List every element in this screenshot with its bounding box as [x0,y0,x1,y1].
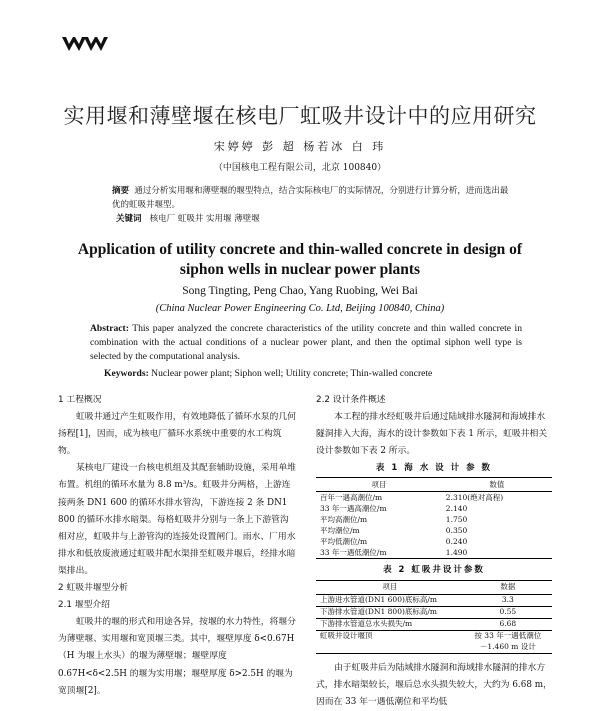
table-row [316,525,552,536]
table-2 [316,580,552,654]
paragraph: 某核电厂建设一台核电机组及其配套辅助设施，采用单堆布置。机组的循环水量为 8.8 m³/s。虹吸井分两格，上游连接两条 DN1 600 的循环水排水管沟，下游连接 2 条 DN1 800 的循环水排水暗渠。每格虹吸井分别与一条上下游管沟相对应，虹吸井与上游管沟的连接处设置闸门。雨水、厂用水排水和低放废液通过虹吸井配水渠排至虹吸井堰后，经排水暗渠排出。 [58,463,296,576]
chinese-keywords [116,212,260,224]
chinese-abstract-label: 摘要 [112,186,130,196]
table-cell: 平均潮位/m [320,525,360,535]
table-cell [316,642,464,654]
table-row [316,630,552,642]
english-affiliation: (China Nuclear Power Engineering Co. Ltd, Beijing 100840, China) [155,303,445,314]
left-column [58,392,296,700]
table-cell: 按 33 年一遇低潮位 [474,631,542,641]
table-cell: 平均高潮位/m [320,514,368,524]
table-cell: 1.750 [445,514,468,524]
chinese-title: 实用堰和薄壁堰在核电厂虹吸井设计中的应用研究 [63,104,537,128]
table-1-caption: 表 1 海 水 设 计 参 数 [375,463,493,474]
right-column [316,392,552,711]
table-cell: 2.310(绝对高程) [445,492,504,502]
english-abstract-label: Abstract: [90,323,129,334]
table-cell: 百年一遇高潮位/m [320,492,383,502]
english-keywords-text: Nuclear power plant; Siphon well; Utility concrete; Thin-walled concrete [151,368,433,379]
table-cell: －1.460 m 设计 [464,642,552,654]
paragraph: 虹吸井通过产生虹吸作用，有效地降低了循环水泵的几何扬程[1]，因而，成为核电厂循环水系统中重要的水工构筑物。 [58,412,296,457]
table-header: 项目 [316,478,442,492]
table-header: 项目 [316,580,464,594]
section-2-2-heading: 2.2 设计条件概述 [316,395,386,405]
paragraph: 由于虹吸井后为陆域排水隧洞和海域排水隧洞的排水方式，排水暗渠较长，堰后总水头损失较大，大约为 6.68 m，因而在 33 年一遇低潮位和平均低 [316,662,552,707]
chinese-abstract-text: 通过分析实用堰和薄壁堰的堰型特点，结合实际核电厂的实际情况，分别进行计算分析，进而选出最优的虹吸井堰型。 [112,186,509,210]
paragraph: 虹吸井的堰的形式和用途各异，按堰的水力特性，将堰分为薄壁堰、实用堰和宽顶堰三类。其中，堰壁厚度 δ<0.67H（H 为堰上水头）的堰为薄壁堰；堰壁厚度 0.67H<δ<2.5H 的堰为实用堰；堰壁厚度 δ>2.5H 的堰为宽顶堰[2]。 [58,617,296,696]
journal-logo [62,36,108,56]
chinese-keywords-text: 核电厂 虹吸井 实用堰 薄壁堰 [149,214,260,224]
section-2-1-heading: 2.1 堰型介绍 [58,600,110,611]
table-row [316,642,552,654]
chinese-abstract [112,184,512,212]
table-row [316,514,552,525]
table-cell: 2.140 [445,503,468,513]
table-row [316,492,552,504]
table-cell: 3.3 [464,594,552,606]
table-header: 数值 [442,478,552,492]
table-cell: 33 年一遇低潮位/m [320,547,387,557]
english-authors: Song Tingting, Peng Chao, Yang Ruobing, Wei Bai [182,285,418,297]
table-cell: 虹吸井设计堰顶 [320,631,373,641]
english-title: Application of utility concrete and thin-walled concrete in design of siphon wells in nuclear power plants [77,241,523,278]
section-2-heading: 2 虹吸井堰型分析 [58,583,128,594]
table-row [316,606,552,618]
paragraph: 本工程的排水经虹吸井后通过陆域排水隧洞和海域排水隧洞排入大海，海水的设计参数如下表 1 所示，虹吸井相关设计参数如下表 2 所示。 [316,412,548,457]
table-cell: 0.350 [445,525,468,535]
table-cell: 1.490 [445,547,468,557]
table-cell: 0.55 [464,606,552,618]
table-cell: 0.240 [445,536,468,546]
table-row [316,503,552,514]
english-keywords [104,368,432,379]
table-cell: 6.68 [464,618,552,630]
table-cell: 上游进水管道(DN1 600)底标高/m [316,594,464,606]
section-1-heading: 1 工程概况 [58,395,102,405]
table-cell: 33 年一遇高潮位/m [320,503,387,513]
english-keywords-label: Keywords: [104,368,149,379]
table-row [316,594,552,606]
english-abstract-text: This paper analyzed the concrete characteristics of the utility concrete and thin walled concrete in combination with the actual conditions of a nuclear power plant, and then the optimal siphon well type is selected by the computational analysis. [90,323,522,363]
table-cell: 下游排水管道(DN1 800)底标高/m [316,606,464,618]
table-row [316,536,552,547]
table-2-caption: 表 2 虹吸井设计参数 [383,565,485,576]
table-row [316,618,552,630]
chinese-authors: 宋婷婷 彭 超 杨若冰 白 玮 [213,140,387,153]
table-cell: 下游排水管道总水头损失/m [316,618,464,630]
table-row [316,547,552,559]
table-1 [316,477,552,559]
english-abstract [90,322,522,365]
chinese-affiliation: （中国核电工程有限公司，北京 100840） [213,163,387,173]
chinese-keywords-label: 关键词 [116,214,142,224]
table-header: 数据 [464,580,552,594]
table-cell: 平均低潮位/m [320,536,368,546]
